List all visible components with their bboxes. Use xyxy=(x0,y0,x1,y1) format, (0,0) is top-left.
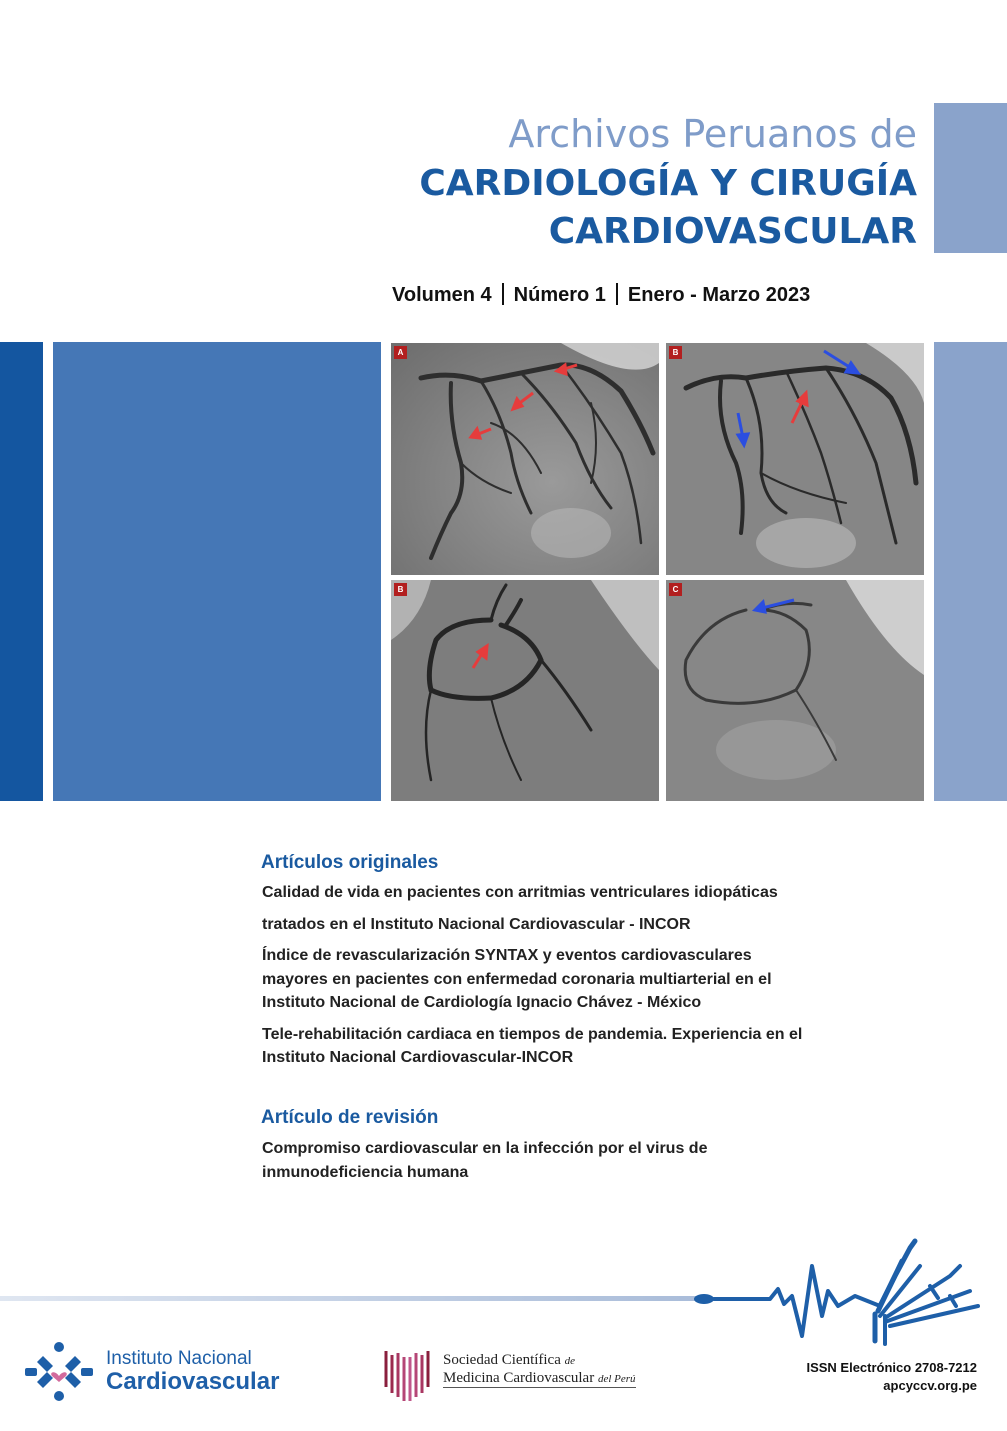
article-title: inmunodeficiencia humana xyxy=(262,1164,469,1181)
issue-info xyxy=(392,283,810,307)
angiography-image xyxy=(666,580,924,801)
angiography-panel-b2 xyxy=(391,580,659,801)
angiography-panel-b1 xyxy=(666,343,924,575)
article-title: tratados en el Instituto Nacional Cardiovascular - INCOR xyxy=(262,916,691,933)
section-heading-original: Artículos originales xyxy=(261,852,439,873)
article-title: Instituto Nacional Cardiovascular-INCOR xyxy=(262,1049,574,1066)
panel-label: A xyxy=(394,346,407,359)
issue-volume: Volumen 4 xyxy=(392,284,492,306)
cover-band-right xyxy=(934,342,1007,801)
society-name-part: Medicina Cardiovascular xyxy=(443,1370,595,1386)
society-name-part: de xyxy=(564,1355,576,1367)
issn: ISSN Electrónico 2708-7212 xyxy=(806,1360,977,1375)
panel-label: C xyxy=(669,583,682,596)
panel-label: B xyxy=(669,346,682,359)
journal-title-line3: CARDIOVASCULAR xyxy=(548,211,917,252)
incor-name-line2: Cardiovascular xyxy=(106,1368,280,1395)
article-title: Tele-rehabilitación cardiaca en tiempos de pandemia. Experiencia en el xyxy=(262,1026,803,1043)
society-logo-icon xyxy=(383,1347,435,1403)
angiography-panel-a xyxy=(391,343,659,575)
incor-logo-icon xyxy=(25,1342,93,1402)
issue-number: Número 1 xyxy=(513,284,606,306)
angiography-panel-c xyxy=(666,580,924,801)
panel-label: B xyxy=(394,583,407,596)
journal-title-main xyxy=(419,160,917,256)
society-name-part: del Perú xyxy=(597,1373,636,1385)
section-heading-review: Artículo de revisión xyxy=(261,1107,439,1128)
header-accent-bar xyxy=(934,103,1007,253)
article-title: Instituto Nacional de Cardiología Ignacio Chávez - México xyxy=(262,994,702,1011)
footer-ecg-line xyxy=(0,1296,700,1301)
angiography-image xyxy=(666,343,924,575)
society-name-part: Sociedad Científica xyxy=(443,1352,561,1368)
journal-title-line2: CARDIOLOGÍA Y CIRUGÍA xyxy=(419,163,917,204)
issue-separator xyxy=(502,283,504,305)
website-link[interactable]: apcyccv.org.pe xyxy=(883,1378,977,1393)
article-title: Calidad de vida en pacientes con arritmias ventriculares idiopáticas xyxy=(262,884,778,901)
article-title: Índice de revascularización SYNTAX y eventos cardiovasculares xyxy=(262,947,752,964)
issue-period: Enero - Marzo 2023 xyxy=(627,284,811,306)
society-name-line1 xyxy=(443,1352,575,1369)
incor-name-line1: Instituto Nacional xyxy=(106,1348,252,1369)
article-title: Compromiso cardiovascular en la infección por el virus de xyxy=(262,1140,708,1157)
journal-emblem xyxy=(680,1236,1000,1346)
angiography-image xyxy=(391,343,659,575)
angiography-image xyxy=(391,580,659,801)
cover-band-dark xyxy=(0,342,43,801)
society-name-line2 xyxy=(443,1370,636,1388)
cover-band-mid xyxy=(53,342,381,801)
journal-title-line1: Archivos Peruanos de xyxy=(508,112,917,156)
issue-separator xyxy=(616,283,618,305)
article-title: mayores en pacientes con enfermedad coronaria multiarterial en el xyxy=(262,971,772,988)
